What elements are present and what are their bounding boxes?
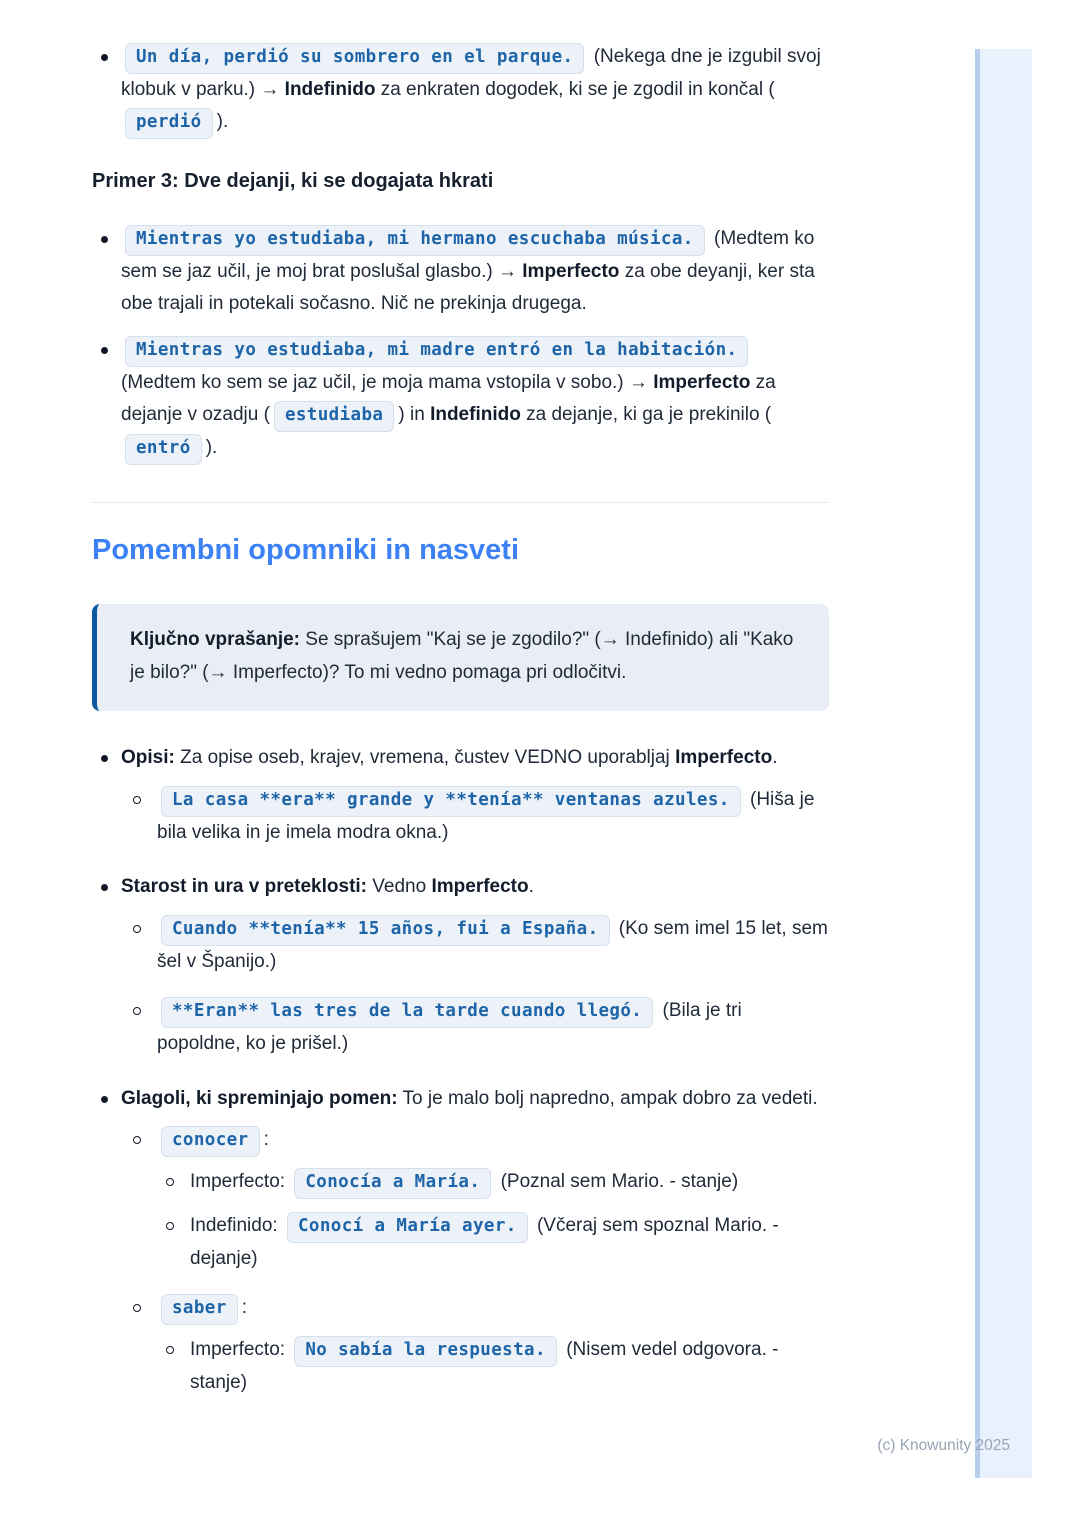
term-imperfecto: Imperfecto [675,747,773,769]
code-chip: Un día, perdió su sombrero en el parque. [125,43,584,74]
document-content [92,41,829,1399]
term-imperfecto: Imperfecto [431,876,529,898]
notes-heading: Pomembni opomniki in nasveti [92,533,520,566]
text: (Včeraj sem spoznal Mario. - dejanje) [190,1214,779,1269]
text: za enkraten dogodek, ki se je zgodil in končal ( [375,78,775,100]
code-chip: **Eran** las tres de la tarde cuando llegó. [161,997,653,1028]
sub-sub-list [157,1166,829,1275]
key-question-callout [92,604,829,711]
example2-list [92,41,829,139]
text: (Hiša je bila velika in je imela modra okna.) [157,788,815,843]
text: : [263,1129,269,1151]
text: za dejanje v ozadju ( [121,371,776,425]
list-item [121,995,829,1060]
list-item-starost [92,871,829,1060]
list-item [157,1334,829,1399]
code-chip: Conocía a María. [294,1168,491,1199]
text: ) in [398,404,431,425]
text: Imperfecto: [190,1170,291,1192]
code-chip: saber [161,1294,238,1325]
text: Vedno [367,876,432,898]
list-item [92,41,829,139]
sub-sub-list [157,1334,829,1399]
text: To je malo bolj napredno, ampak dobro za vedeti. [397,1087,818,1109]
text: ). [216,111,229,133]
code-chip: perdió [125,108,213,139]
notes-list [92,742,829,1399]
code-chip: Mientras yo estudiaba, mi madre entró en la habitación. [125,336,748,367]
term-indefinido: Indefinido [430,404,521,425]
list-item [121,784,829,849]
code-chip: conocer [161,1126,260,1157]
label-glagoli: Glagoli, ki spreminjajo pomen: [121,1087,398,1109]
code-chip: entró [125,434,202,465]
section-heading-primer3: Primer 3: Dve dejanji, ki se dogajata hkrati [92,170,494,193]
text: : [241,1297,247,1319]
text: (Medtem ko sem se jaz učil, je moj brat poslušal glasbo.) → [121,227,815,282]
text: za dejanje, ki ga je prekinilo ( [520,404,772,425]
right-margin-strip [975,49,1032,1478]
text: (Poznal sem Mario. - stanje) [495,1170,739,1192]
text: ). [205,436,218,458]
label-starost: Starost in ura v preteklosti: [121,876,368,898]
text: za obe deyanji, ker sta obe trajali in potekali sočasno. Nič ne prekinja drugega. [121,260,815,315]
code-chip: Cuando **tenía** 15 años, fui a España. [161,915,610,946]
list-item-conocer [121,1124,829,1275]
list-item [121,913,829,978]
text: Za opise oseb, krajev, vremena, čustev VEDNO uporabljaj [174,747,676,769]
code-chip: estudiaba [274,401,394,432]
text: Indefinido: [190,1214,283,1236]
code-chip: Conocí a María ayer. [287,1212,528,1243]
list-item [157,1210,829,1275]
term-indefinido: Indefinido [284,78,376,100]
sub-list [121,784,829,849]
example3-list [92,223,829,465]
code-chip: Mientras yo estudiaba, mi hermano escuchaba música. [125,225,705,256]
callout-body: Se sprašujem "Kaj se je zgodilo?" (→ Indefinido) ali "Kako je bilo?" (→ Imperfecto)? To mi vedno pomaga pri odločitvi. [130,629,794,683]
list-item-glagoli [92,1083,829,1400]
list-item-saber [121,1292,829,1399]
callout-label: Ključno vprašanje: [130,629,300,651]
term-imperfecto: Imperfecto [522,260,620,282]
text: . [772,747,778,769]
term-imperfecto: Imperfecto [653,371,751,393]
sub-list [121,1124,829,1399]
text: (Medtem ko sem se jaz učil, je moja mama vstopila v sobo.) → [121,371,654,393]
section-divider [92,502,829,503]
list-item-opisi [92,742,829,849]
text: (Nekega dne je izgubil svoj klobuk v parku.) → [121,46,821,100]
list-item [92,223,829,321]
sub-list [121,913,829,1061]
text: (Nisem vedel odgovora. - stanje) [190,1339,779,1393]
text: (Ko sem imel 15 let, sem šel v Španijo.) [157,917,828,972]
code-chip: No sabía la respuesta. [294,1336,557,1367]
label-opisi: Opisi: [121,747,175,769]
list-item [157,1166,829,1199]
text: (Bila je tri popoldne, ko je prišel.) [157,1000,742,1055]
footer-copyright: (c) Knowunity 2025 [877,1437,1010,1454]
list-item [92,334,829,465]
text: Imperfecto: [190,1339,291,1361]
text: . [528,876,534,898]
code-chip: La casa **era** grande y **tenía** ventanas azules. [161,786,741,817]
